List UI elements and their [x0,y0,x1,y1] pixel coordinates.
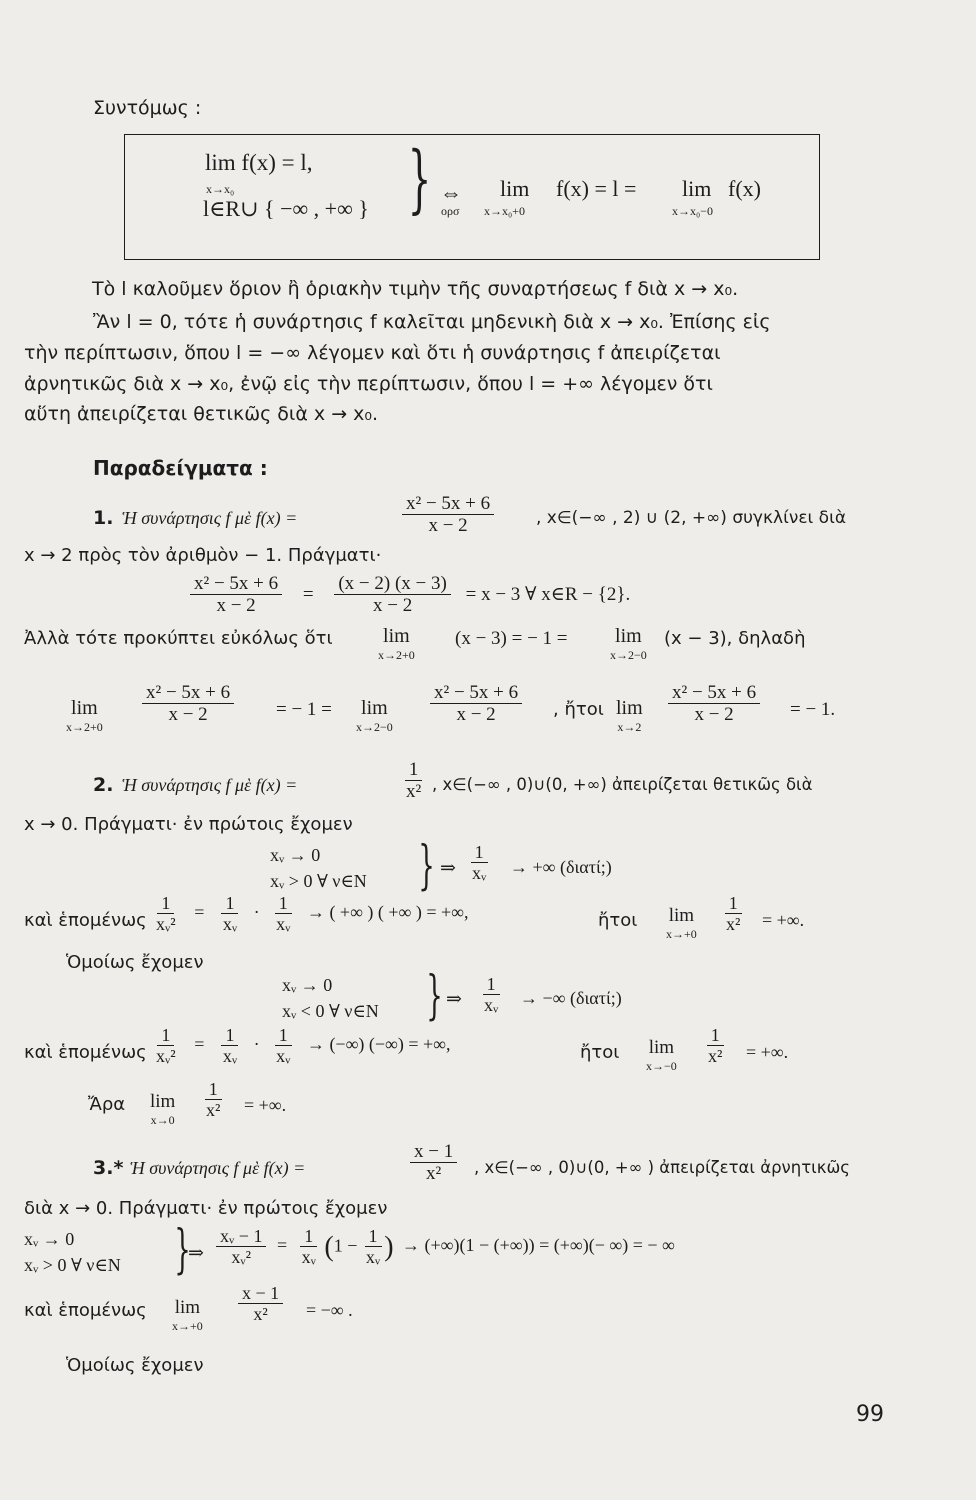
example-line: καὶ ἑπομένως [24,1300,147,1321]
equation-rest: = x − 3 ∀ x∈R − {2}. [465,583,631,605]
lim-sub: x→2−0 [356,720,393,734]
fraction-numerator: (x − 2) (x − 3) [334,574,451,595]
lim-sub: x→2+0 [378,648,415,662]
lim-operator [666,906,697,940]
system-line: xᵥ > 0 ∀ ν∈N [24,1255,121,1275]
fraction-denominator: x² [426,1162,442,1184]
summary-lim1: lim [500,176,530,201]
lim-operator [150,1092,175,1126]
para-line: ἀρνητικῶς διὰ x → x₀, ἐνῷ εἰς τὴν περίπτωσιν, ὅπου l = +∞ λέγομεν ὅτι [24,373,713,395]
example-line: (x − 3) = − 1 = [455,628,568,649]
fraction [402,760,425,803]
lim-operator [616,698,643,733]
example-line: Ὁμοίως ἔχομεν [66,952,204,973]
fraction-numerator: 1 [405,760,423,781]
fraction-numerator: 1 [157,1026,174,1046]
lim-word: lim [174,1297,201,1318]
system-result: → +∞ (διατί;) [510,857,612,877]
example-line: καὶ ἑπομένως [24,1042,147,1063]
system-line: xᵥ > 0 ∀ ν∈N [270,871,367,891]
fraction-denominator: xᵥ [276,1045,291,1066]
fraction [402,494,494,537]
summary-line2: l∈R∪ { −∞ , +∞ } [203,196,369,221]
fraction-numerator: 1 [365,1227,382,1247]
fraction-numerator: 1 [157,894,174,914]
lim-operator [610,626,647,661]
summary-lim2-sub: x→x₀−0 [672,204,713,218]
lim-sub: x→+0 [666,927,697,941]
fraction-denominator: xᵥ² [231,1246,252,1267]
fraction-denominator: xᵥ [222,913,238,934]
example-intro: Ἡ συνάρτησις f μὲ f(x) = [130,1158,306,1178]
lim-sub: x→2−0 [610,648,647,662]
equation-rest: → (+∞)(1 − (+∞)) = (+∞)(− ∞) = − ∞ [402,1235,675,1256]
example-line: καὶ ἑπομένως [24,910,147,931]
fraction-denominator: x − 2 [168,703,208,725]
lim-word: lim [71,697,98,719]
lim-word: lim [150,1091,176,1112]
fraction-numerator: xᵥ − 1 [216,1227,266,1247]
fraction [142,683,234,726]
fraction-denominator: x − 2 [694,703,734,725]
fraction-numerator: x² − 5x + 6 [190,574,282,595]
fraction-numerator: 1 [725,894,742,914]
fraction-denominator: x − 2 [216,594,256,616]
fraction [480,975,502,1016]
lim-sub: x→+0 [172,1319,203,1333]
fraction-numerator: 1 [707,1026,724,1046]
fraction-numerator: 1 [221,1026,238,1046]
equation-row: $\frac{\text{x² − 5x + 6}}{x - 2}$ = $\frac{(x - 2) (x - 3)}{x - 2}$ = x − 3 ∀ x∈R − {2}. [190,574,630,617]
fraction [410,1142,457,1185]
lim-sub: x→2 [617,720,642,734]
lim-sub: x→−0 [646,1059,677,1073]
page-number: 99 [856,1402,884,1427]
ara-text: Ἄρα [88,1094,126,1115]
fraction-numerator: x − 1 [238,1284,283,1304]
equation-rest: → (−∞) (−∞) = +∞, [306,1034,451,1055]
fraction-numerator: x² − 5x + 6 [402,494,494,515]
fraction-numerator: 1 [275,1026,292,1046]
para-line: Ἂν l = 0, τότε ἡ συνάρτησις f καλεῖται μηδενικὴ διὰ x → x₀. Ἐπίσης εἰς [93,311,771,333]
equation-rest: → ( +∞ ) ( +∞ ) = +∞, [306,902,469,923]
fraction-denominator: x² [253,1303,268,1324]
fraction-numerator: x − 1 [410,1142,457,1163]
example-line: Ὁμοίως ἔχομεν [66,1355,204,1376]
example-line: x → 2 πρὸς τὸν ἀριθμὸν − 1. Πράγματι· [24,545,382,566]
system-result: → −∞ (διατί;) [520,988,622,1008]
implies-sign: ⇒ [188,1243,204,1264]
lim-operator [172,1298,203,1332]
equals-text: = − 1 = [276,699,332,720]
equals-text: = −∞ . [306,1300,353,1320]
hetoi-text: ἤτοι [598,910,638,931]
right-brace: } [418,836,435,896]
summary-rhs-mid: f(x) = l = [556,176,637,201]
example-intro: Ἡ συνάρτησις f μὲ f(x) = [122,508,298,528]
lim-operator [356,698,393,733]
fraction-denominator: xᵥ² [156,1045,176,1066]
fraction [238,1284,283,1325]
fraction-denominator: x² [206,1099,221,1120]
summary-line1: lim f(x) = l, [205,150,313,175]
equals-text: = +∞. [244,1095,287,1115]
lim-operator [66,698,103,733]
lim-word: lim [615,625,642,647]
lim-word: lim [383,625,410,647]
example-line: x → 0. Πράγματι· ἐν πρώτοις ἔχομεν [24,814,353,835]
equals-text: = +∞. [746,1042,789,1062]
lim-word: lim [361,697,388,719]
fraction-numerator: x² − 5x + 6 [430,683,522,704]
fraction-numerator: 1 [205,1080,222,1100]
fraction [430,683,522,726]
fraction-denominator: x² [708,1045,723,1066]
fraction [202,1080,224,1121]
fraction-denominator: x² [406,780,422,802]
lim-sub: x→2+0 [66,720,103,734]
fraction-denominator: x − 2 [456,703,496,725]
summary-line1-sub: x→x₀ [206,182,235,196]
example-number: 1. [93,507,114,529]
fraction [668,683,760,726]
equation-row: $\frac{1}{\text{xᵥ²}}$ = $\frac{1}{\text{xᵥ}}$ · $\frac{1}{\text{xᵥ}}$ → ( +∞ ) ( +∞ ) = +∞, [152,894,469,935]
fraction [722,894,744,935]
fraction-denominator: xᵥ [301,1246,316,1267]
lim-operator [378,626,415,661]
system-line: xᵥ → 0 [24,1229,75,1249]
section-heading: Συντόμως : [93,97,202,119]
right-brace: } [407,136,432,222]
equiv-sign: ⇔ [440,180,462,205]
right-brace: } [426,966,443,1026]
lim-word: lim [648,1037,675,1058]
implies-sign: ⇒ [446,989,462,1010]
lim-word: lim [616,697,643,719]
fraction-numerator: x² − 5x + 6 [668,683,760,704]
summary-lim1-sub: x→x₀+0 [484,204,525,218]
lim-operator [646,1038,677,1072]
implies-sign: ⇒ [440,858,456,879]
fraction-numerator: 1 [275,894,292,914]
fraction-numerator: 1 [300,1227,317,1247]
fraction-numerator: 1 [483,975,500,995]
example-number: 3.* [93,1157,124,1179]
fraction-denominator: xᵥ² [156,913,176,934]
fraction-denominator: x − 2 [428,514,468,536]
fraction-denominator: xᵥ [365,1246,381,1267]
right-brace: } [174,1220,191,1280]
fraction-denominator: xᵥ [472,862,487,883]
fraction-denominator: xᵥ [222,1045,238,1066]
hetoi-text: , ἤτοι [553,699,604,720]
equation-row: $\frac{1}{\text{xᵥ²}}$ = $\frac{1}{\text{xᵥ}}$ · $\frac{1}{\text{xᵥ}}$ → (−∞) (−∞) = +∞, [152,1026,451,1067]
fraction-numerator: 1 [221,894,238,914]
example-line: (x − 3), δηλαδὴ [664,628,806,649]
summary-lim2: lim [682,176,712,201]
example-domain: , x∈(−∞ , 0)∪(0, +∞) ἀπειρίζεται θετικῶς διὰ [432,775,813,794]
lim-sub: x→0 [150,1113,175,1127]
equals-text: = − 1. [790,699,836,720]
fraction [704,1026,726,1067]
para-line: αὕτη ἀπειρίζεται θετικῶς διὰ x → x₀. [24,403,379,425]
fraction-denominator: xᵥ [484,994,499,1015]
example-domain: , x∈(−∞ , 2) ∪ (2, +∞) συγκλίνει διὰ [536,508,847,528]
lim-word: lim [668,905,695,926]
system-line: xᵥ < 0 ∀ ν∈N [282,1001,379,1021]
hetoi-text: ἤτοι [580,1042,620,1063]
fraction-denominator: x − 2 [373,594,413,616]
example-domain: , x∈(−∞ , 0)∪(0, +∞ ) ἀπειρίζεται ἀρνητικῶς [474,1158,850,1177]
fraction-denominator: xᵥ [276,913,291,934]
summary-lim1-pre: ορσ [441,204,460,218]
system-line: xᵥ → 0 [270,845,321,865]
fraction-numerator: x² − 5x + 6 [142,683,234,704]
fraction-numerator: 1 [471,843,488,863]
example-line: Ἀλλὰ τότε προκύπτει εὐκόλως ὅτι [24,628,333,649]
summary-rhs-end: f(x) [728,176,761,201]
examples-title: Παραδείγματα : [93,456,268,480]
fraction [468,843,490,884]
equation-row: $\frac{\text{xᵥ − 1}}{\text{xᵥ²}}$ = $\frac{1}{\text{xᵥ}}$ (1 − $\frac{1}{\text{xᵥ}}$ ) → (+∞)(1 − (+∞)) = (+∞)(− ∞) = − ∞ [216,1227,675,1268]
example-line: διὰ x → 0. Πράγματι· ἐν πρώτοις ἔχομεν [24,1198,388,1219]
system-line: xᵥ → 0 [282,975,333,995]
example-intro: Ἡ συνάρτησις f μὲ f(x) = [122,775,298,795]
equals-text: = +∞. [762,910,805,930]
fraction-denominator: x² [726,913,741,934]
para-line: Τὸ l καλοῦμεν ὅριον ἢ ὁριακὴν τιμὴν τῆς συναρτήσεως f διὰ x → x₀. [92,278,739,300]
para-line: τὴν περίπτωσιν, ὅπου l = −∞ λέγομεν καὶ ὅτι ἡ συνάρτησις f ἀπειρίζεται [24,342,721,364]
example-number: 2. [93,774,114,796]
